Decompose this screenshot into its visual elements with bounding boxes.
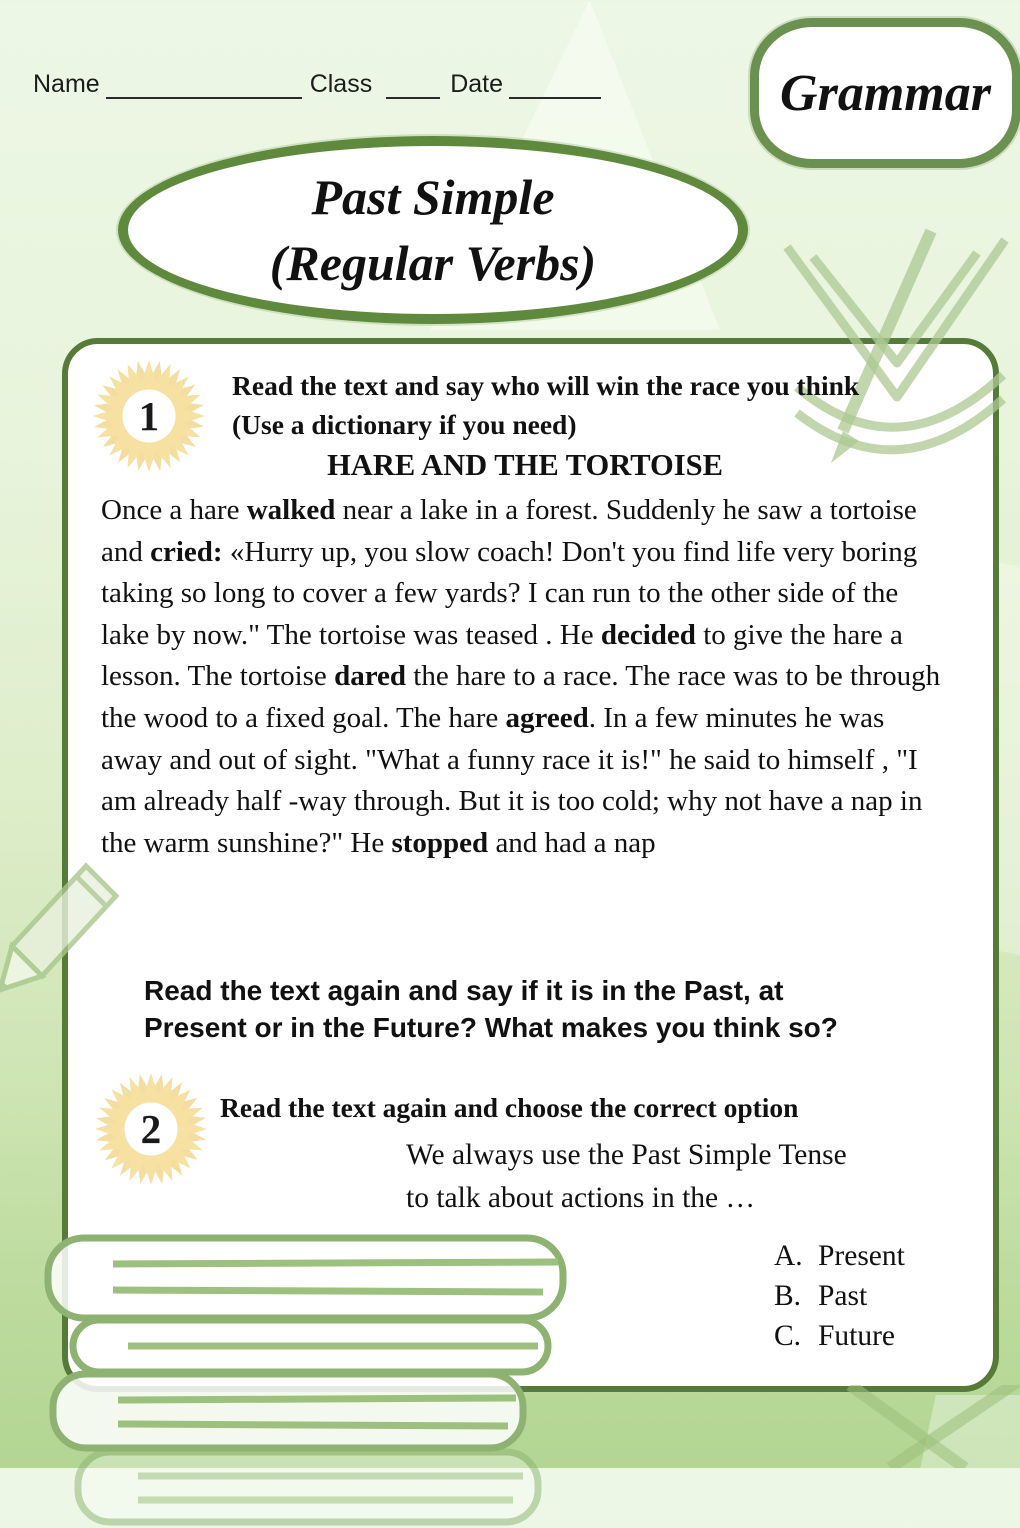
date-label: Date [450,70,504,98]
title-line-2: (Regular Verbs) [269,235,597,291]
worksheet-title [118,136,748,324]
exercise-1-number: 1 [138,392,160,439]
crossed-pencils-icon [835,1385,1020,1468]
instruction-line-2: (Use a dictionary if you need) [232,409,577,440]
option-a[interactable] [774,1236,905,1276]
instruction-line-1: Read the text and say who will win the race you think [232,370,860,401]
exercise-2-prompt [406,1134,847,1220]
grammar-badge [750,18,1020,168]
followup-question [144,972,944,1046]
option-c-text: Future [818,1320,896,1352]
date-blank-line[interactable] [509,71,601,99]
exercise-2-number: 2 [140,1105,162,1152]
class-label: Class [309,70,373,98]
answer-options [774,1236,905,1356]
option-a-text: Present [818,1240,905,1272]
header-fill-in-row [33,70,601,99]
option-a-label: A. [774,1240,803,1272]
story-title: HARE AND THE TORTOISE [327,448,723,482]
title-line-1: Past Simple [311,169,555,225]
name-blank-line[interactable] [106,71,302,99]
name-label: Name [33,70,100,98]
option-c-label: C. [774,1320,802,1352]
option-b-text: Past [818,1280,868,1312]
book-stack-icon [18,1228,618,1528]
prompt-line-2: to talk about actions in the … [406,1182,756,1214]
story-paragraph: Once a hare walked near a lake in a forest. Suddenly he saw a tortoise and cried: «Hurry up, you slow coach! Don't you find life very boring taking so long to cover a few yards? I can run to the other side of the lake by now." The tortoise was teased . He decided to give the hare a lesson. The tortoise dared the hare to a race. The race was to be through the wood to a fixed goal. The hare agreed. In a few minutes he was away and out of sight. "What a funny race it is!" he said to himself , "I am already half -way through. But it is too cold; why not have a nap in the warm sunshine?" He stopped and had a nap [101,494,941,859]
followup-line-1: Read the text again and say if it is in the Past, at [144,975,784,1006]
sun-star-icon [92,1070,210,1188]
option-c[interactable] [774,1316,905,1356]
exercise-1-instruction [232,366,952,444]
followup-line-2: Present or in the Future? What makes you think so? [144,1012,838,1043]
option-b-label: B. [774,1280,802,1312]
option-b[interactable] [774,1276,905,1316]
prompt-line-1: We always use the Past Simple Tense [406,1139,847,1171]
class-blank-line[interactable] [386,71,440,99]
exercise-2-instruction: Read the text again and choose the correct option [220,1092,799,1123]
grammar-badge-label: Grammar [780,64,991,122]
